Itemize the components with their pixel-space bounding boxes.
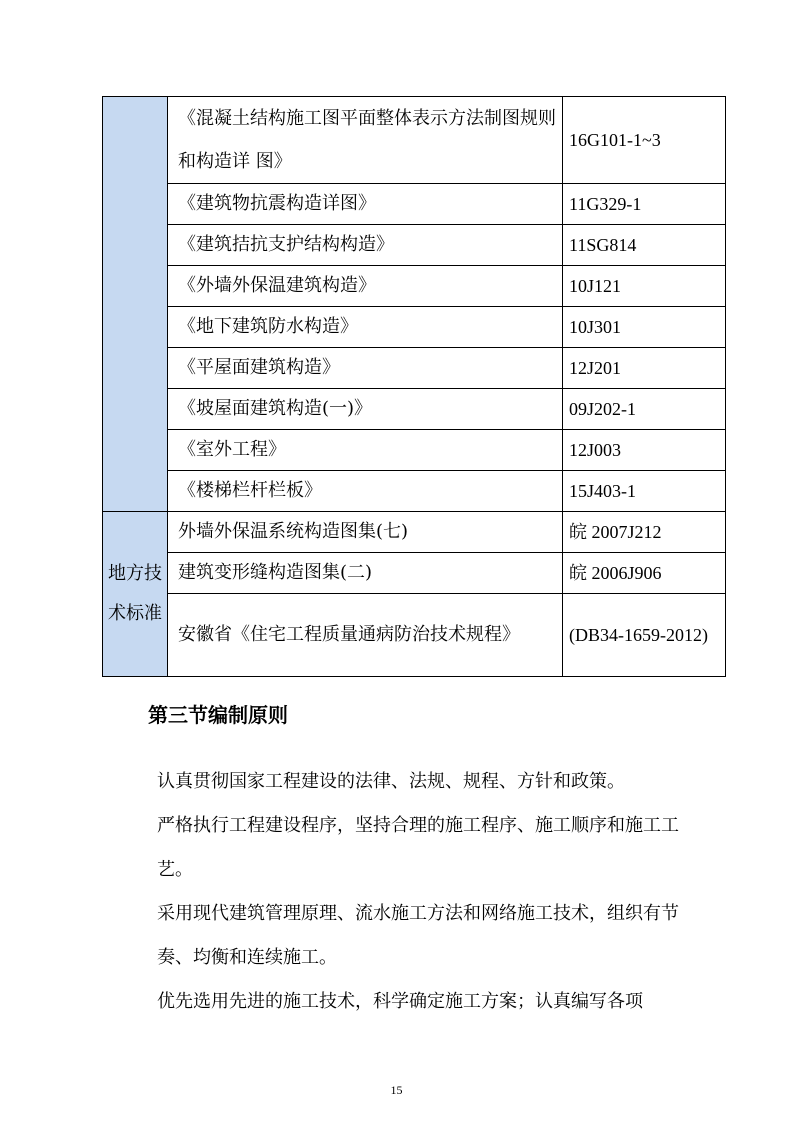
table-row — [103, 225, 726, 266]
standard-code: 15J403-1 — [563, 471, 726, 512]
standard-name: 《室外工程》 — [168, 430, 563, 471]
standard-name: 安徽省《住宅工程质量通病防治技术规程》 — [168, 594, 563, 677]
category-cell-national — [103, 97, 168, 512]
standard-name: 外墙外保温系统构造图集(七) — [168, 512, 563, 553]
paragraph: 优先选用先进的施工技术，科学确定施工方案；认真编写各项 — [157, 991, 643, 1012]
standard-code: 11SG814 — [563, 225, 726, 266]
table-row — [103, 471, 726, 512]
standard-code: 09J202-1 — [563, 389, 726, 430]
section-heading: 第三节编制原则 — [148, 703, 288, 727]
standard-code: 10J121 — [563, 266, 726, 307]
local-category-label: 地方技术标准 — [108, 563, 162, 624]
standard-name: 建筑变形缝构造图集(二) — [168, 553, 563, 594]
table-row — [103, 512, 726, 553]
table-row — [103, 594, 726, 677]
standard-name: 《建筑物抗震构造详图》 — [168, 184, 563, 225]
standard-name: 《坡屋面建筑构造(一)》 — [168, 389, 563, 430]
page-number: 15 — [390, 1083, 403, 1097]
table-row — [103, 307, 726, 348]
standard-code: 16G101-1~3 — [563, 97, 726, 184]
standard-name: 《建筑拮抗支护结构构造》 — [168, 225, 563, 266]
standard-name: 《混凝土结构施工图平面整体表示方法制图规则和构造详 图》 — [168, 97, 563, 184]
paragraph: 严格执行工程建设程序，坚持合理的施工程序、施工顺序和施工工艺。 — [157, 815, 679, 880]
standard-code: (DB34-1659-2012) — [563, 594, 726, 677]
standard-code: 12J003 — [563, 430, 726, 471]
paragraph: 认真贯彻国家工程建设的法律、法规、规程、方针和政策。 — [157, 771, 625, 792]
standard-name: 《平屋面建筑构造》 — [168, 348, 563, 389]
table-row — [103, 389, 726, 430]
table-row — [103, 97, 726, 184]
standard-code: 皖 2006J906 — [563, 553, 726, 594]
standard-name: 《外墙外保温建筑构造》 — [168, 266, 563, 307]
table-row — [103, 184, 726, 225]
standards-table — [102, 96, 726, 677]
standard-name: 《楼梯栏杆栏板》 — [168, 471, 563, 512]
table-row — [103, 348, 726, 389]
paragraph: 采用现代建筑管理原理、流水施工方法和网络施工技术，组织有节奏、均衡和连续施工。 — [157, 903, 679, 968]
table-row — [103, 430, 726, 471]
table-row — [103, 266, 726, 307]
standard-name: 《地下建筑防水构造》 — [168, 307, 563, 348]
standard-code: 11G329-1 — [563, 184, 726, 225]
category-cell-local — [103, 512, 168, 677]
table-row — [103, 553, 726, 594]
standard-code: 皖 2007J212 — [563, 512, 726, 553]
standard-code: 12J201 — [563, 348, 726, 389]
standard-code: 10J301 — [563, 307, 726, 348]
